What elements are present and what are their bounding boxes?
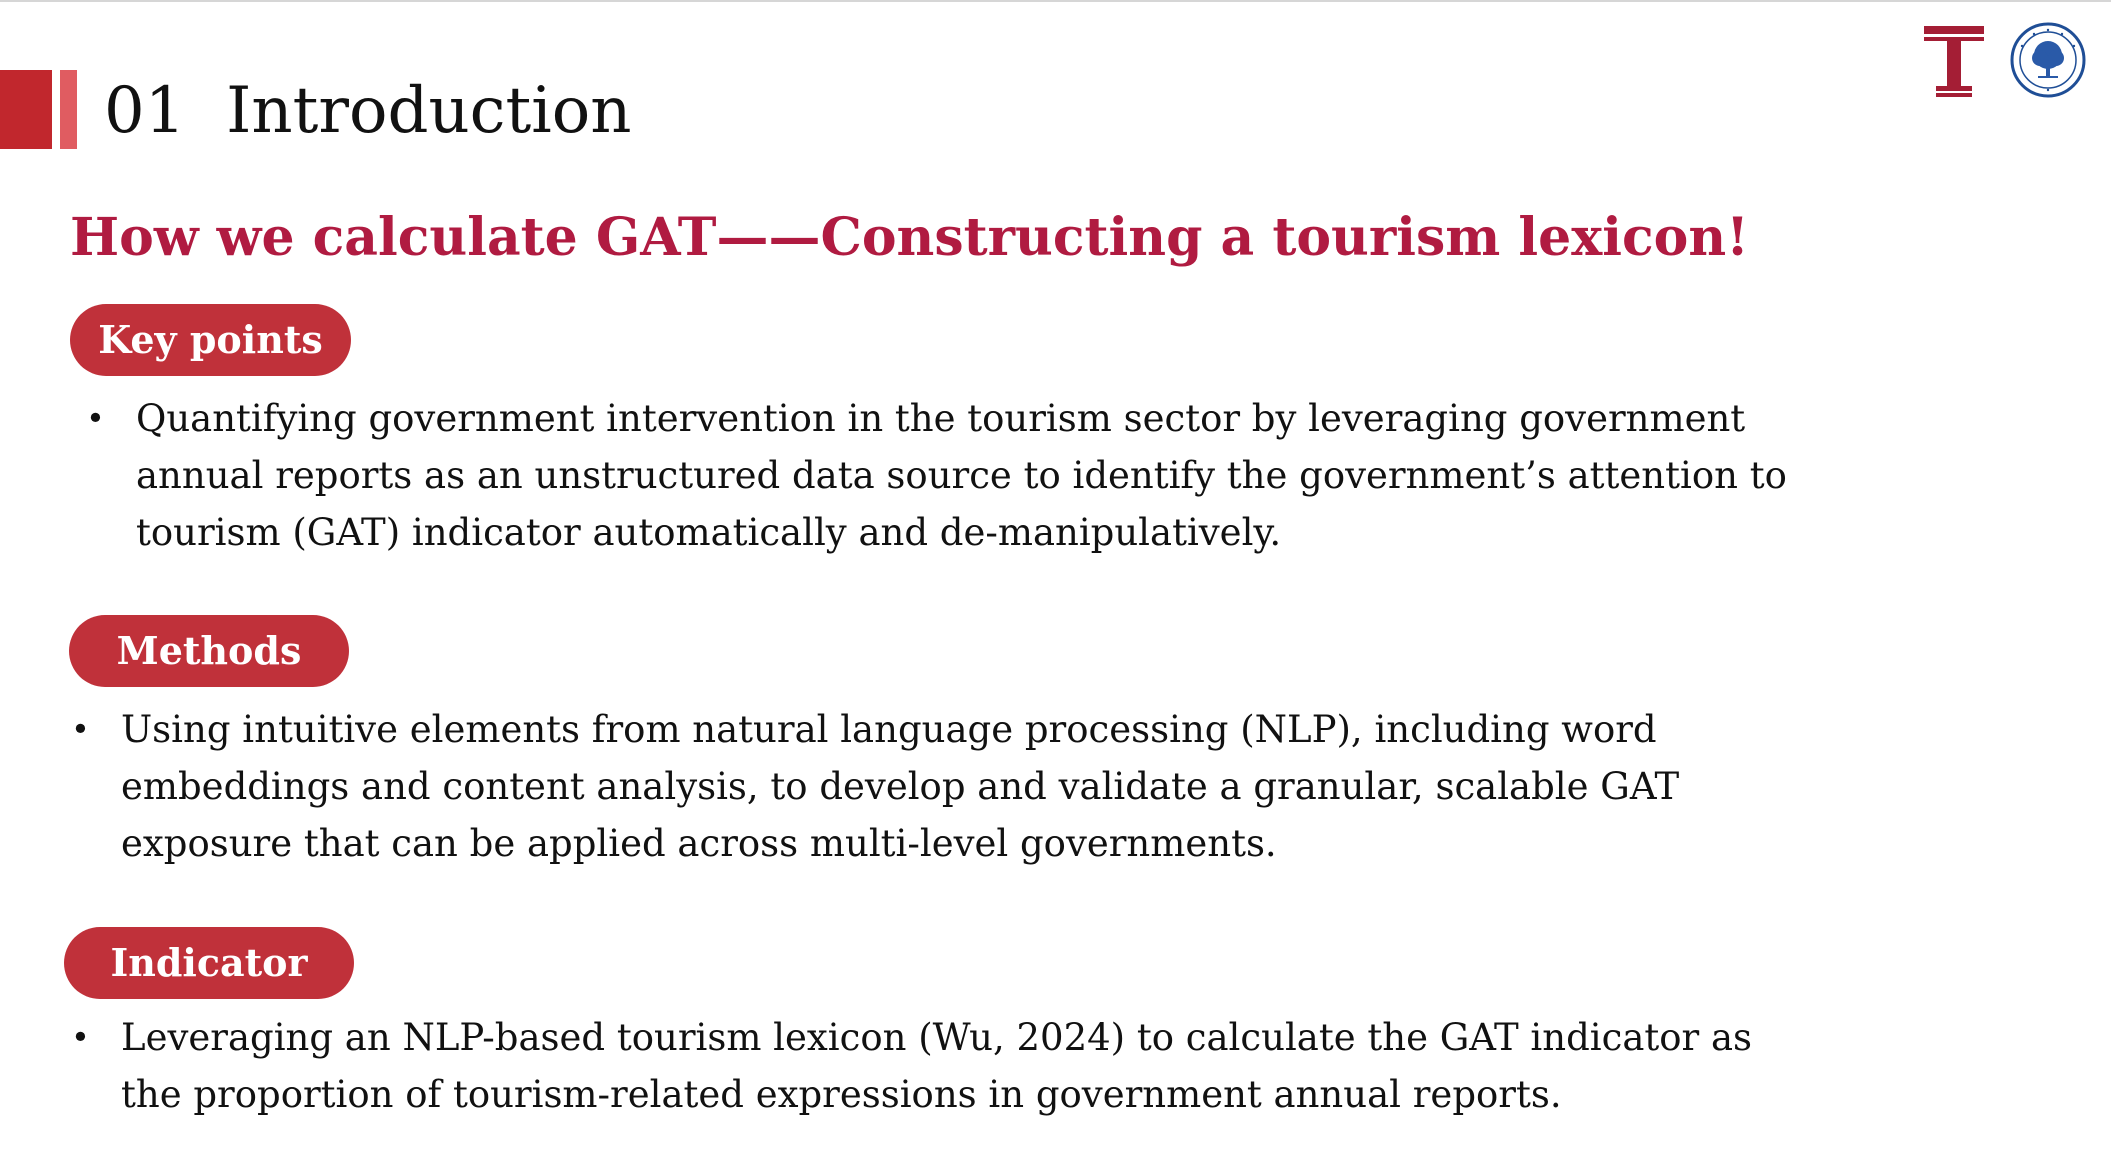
section-number: 01 [104, 74, 186, 148]
temple-t-logo [1922, 24, 1986, 98]
key-points-bullet [86, 390, 1826, 561]
key-points-pill: Key points [70, 304, 351, 376]
section-title [104, 68, 631, 154]
bullet-dot: • [71, 1018, 90, 1056]
methods-text: Using intuitive elements from natural language processing (NLP), including word embeddings and content analysis, to develop and validate a granular, scalable GAT exposure that can be applied across multi-level governments. [121, 708, 1680, 865]
methods-pill: Methods [69, 615, 349, 687]
indicator-bullet [71, 1009, 1801, 1123]
bullet-dot: • [71, 710, 90, 748]
top-divider [0, 0, 2111, 2]
indicator-text: Leveraging an NLP-based tourism lexicon (Wu, 2024) to calculate the GAT indicator as the proportion of tourism-related expressions in government annual reports. [121, 1016, 1753, 1116]
section-accent-bar [60, 70, 77, 149]
indicator-pill: Indicator [64, 927, 354, 999]
section-title-text: Introduction [226, 74, 632, 148]
bullet-dot: • [86, 399, 105, 437]
university-seal-logo [2010, 22, 2086, 98]
section-accent-block [0, 70, 52, 149]
methods-bullet [71, 701, 1801, 872]
slide-headline: How we calculate GAT——Constructing a tourism lexicon! [70, 207, 1749, 268]
key-points-text: Quantifying government intervention in the tourism sector by leveraging government annual reports as an unstructured data source to identify the government’s attention to tourism (GAT) indicator automatically and de-manipulatively. [136, 397, 1787, 554]
